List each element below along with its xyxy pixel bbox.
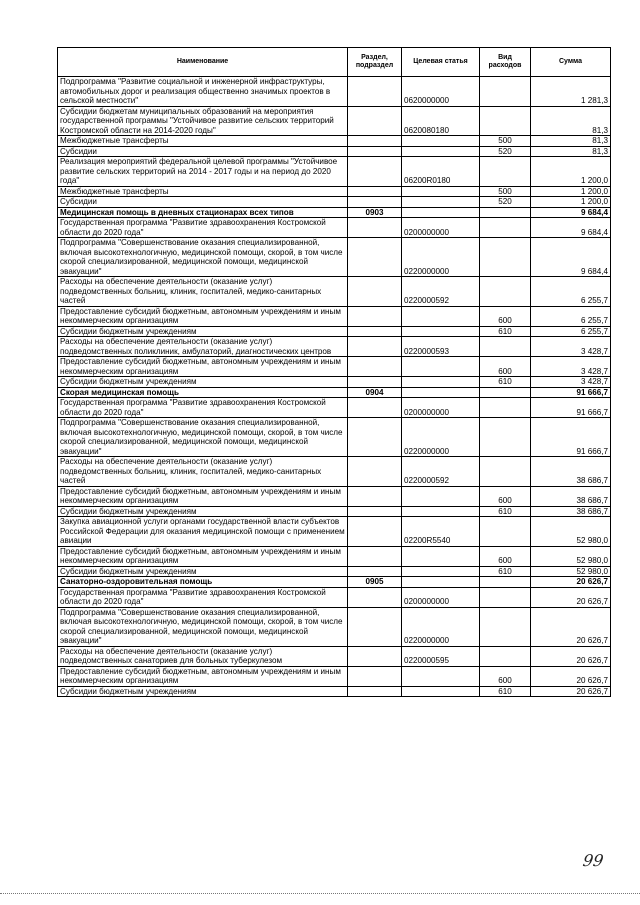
cell-vid bbox=[480, 238, 531, 277]
cell-vid bbox=[480, 607, 531, 646]
cell-vid: 520 bbox=[480, 146, 531, 157]
cell-summa: 81,3 bbox=[531, 136, 611, 147]
cell-summa: 6 255,7 bbox=[531, 277, 611, 307]
table-row bbox=[58, 306, 611, 326]
cell-razdel bbox=[348, 106, 402, 136]
cell-summa: 52 980,0 bbox=[531, 566, 611, 577]
table-row bbox=[58, 607, 611, 646]
cell-name: Субсидии bbox=[58, 197, 348, 208]
cell-name: Скорая медицинская помощь bbox=[58, 387, 348, 398]
budget-table bbox=[57, 47, 611, 697]
cell-statya bbox=[402, 506, 480, 517]
cell-summa: 52 980,0 bbox=[531, 517, 611, 547]
cell-statya: 0220000000 bbox=[402, 418, 480, 457]
cell-name: Предоставление субсидий бюджетным, автономным учреждениям и иным некоммерческим организациям bbox=[58, 546, 348, 566]
cell-summa: 3 428,7 bbox=[531, 337, 611, 357]
cell-summa: 20 626,7 bbox=[531, 646, 611, 666]
cell-razdel bbox=[348, 337, 402, 357]
cell-statya bbox=[402, 207, 480, 218]
cell-vid bbox=[480, 646, 531, 666]
cell-vid: 610 bbox=[480, 326, 531, 337]
table-row bbox=[58, 218, 611, 238]
table-row bbox=[58, 486, 611, 506]
header-name: Наименование bbox=[58, 48, 348, 77]
cell-summa: 9 684,4 bbox=[531, 238, 611, 277]
table-row bbox=[58, 566, 611, 577]
cell-name: Закупка авиационной услуги органами государственной власти субъектов Российской Федерации для оказания медицинской помощи с применением авиации bbox=[58, 517, 348, 547]
cell-razdel bbox=[348, 506, 402, 517]
cell-name: Предоставление субсидий бюджетным, автономным учреждениям и иным некоммерческим организациям bbox=[58, 486, 348, 506]
cell-razdel bbox=[348, 357, 402, 377]
cell-razdel bbox=[348, 398, 402, 418]
cell-name: Реализация мероприятий федеральной целевой программы "Устойчивое развитие сельских территорий на 2014 - 2017 годы и на период до 2020 года" bbox=[58, 157, 348, 187]
cell-statya: 02200R5540 bbox=[402, 517, 480, 547]
section-row bbox=[58, 577, 611, 588]
header-summa: Сумма bbox=[531, 48, 611, 77]
cell-razdel: 0904 bbox=[348, 387, 402, 398]
table-row bbox=[58, 337, 611, 357]
page-number: 99 bbox=[581, 851, 605, 870]
table-row bbox=[58, 197, 611, 208]
cell-statya bbox=[402, 186, 480, 197]
cell-summa: 9 684,4 bbox=[531, 218, 611, 238]
cell-statya: 0620000000 bbox=[402, 77, 480, 107]
table-row bbox=[58, 186, 611, 197]
table-row bbox=[58, 517, 611, 547]
cell-name: Государственная программа "Развитие здравоохранения Костромской области до 2020 года" bbox=[58, 587, 348, 607]
cell-vid: 600 bbox=[480, 546, 531, 566]
table-row bbox=[58, 506, 611, 517]
table-row bbox=[58, 646, 611, 666]
cell-name: Государственная программа "Развитие здравоохранения Костромской области до 2020 года" bbox=[58, 398, 348, 418]
cell-statya bbox=[402, 357, 480, 377]
cell-razdel bbox=[348, 457, 402, 487]
cell-name: Предоставление субсидий бюджетным, автономным учреждениям и иным некоммерческим организациям bbox=[58, 306, 348, 326]
cell-vid bbox=[480, 398, 531, 418]
cell-vid bbox=[480, 207, 531, 218]
cell-statya: 0620080180 bbox=[402, 106, 480, 136]
cell-vid bbox=[480, 157, 531, 187]
cell-summa: 38 686,7 bbox=[531, 457, 611, 487]
cell-statya: 0220000000 bbox=[402, 607, 480, 646]
cell-name: Предоставление субсидий бюджетным, автономным учреждениям и иным некоммерческим организациям bbox=[58, 357, 348, 377]
cell-name: Расходы на обеспечение деятельности (оказание услуг) подведомственных поликлиник, амбулаторий, диагностических центров bbox=[58, 337, 348, 357]
cell-name: Расходы на обеспечение деятельности (оказание услуг) подведомственных санаториев для больных туберкулезом bbox=[58, 646, 348, 666]
table-row bbox=[58, 357, 611, 377]
cell-name: Медицинская помощь в дневных стационарах всех типов bbox=[58, 207, 348, 218]
cell-razdel bbox=[348, 277, 402, 307]
cell-vid: 500 bbox=[480, 136, 531, 147]
cell-vid: 600 bbox=[480, 666, 531, 686]
cell-statya bbox=[402, 377, 480, 388]
table-row bbox=[58, 587, 611, 607]
cell-razdel bbox=[348, 186, 402, 197]
cell-name: Санаторно-оздоровительная помощь bbox=[58, 577, 348, 588]
cell-razdel bbox=[348, 607, 402, 646]
table-row bbox=[58, 546, 611, 566]
table-row bbox=[58, 377, 611, 388]
section-row bbox=[58, 387, 611, 398]
cell-name: Расходы на обеспечение деятельности (оказание услуг) подведомственных больниц, клиник, госпиталей, медико-санитарных частей bbox=[58, 277, 348, 307]
cell-razdel: 0905 bbox=[348, 577, 402, 588]
cell-vid: 600 bbox=[480, 357, 531, 377]
cell-name: Подпрограмма "Совершенствование оказания специализированной, включая высокотехнологичную, медицинской помощи, скорой, в том числе скорой специализированной, медицинской помощи, медицинской эвакуации" bbox=[58, 238, 348, 277]
cell-vid: 610 bbox=[480, 377, 531, 388]
cell-vid: 600 bbox=[480, 486, 531, 506]
cell-summa: 81,3 bbox=[531, 106, 611, 136]
cell-razdel bbox=[348, 587, 402, 607]
cell-summa: 91 666,7 bbox=[531, 398, 611, 418]
cell-razdel bbox=[348, 418, 402, 457]
cell-statya: 0220000592 bbox=[402, 457, 480, 487]
cell-statya bbox=[402, 387, 480, 398]
cell-name: Субсидии бюджетным учреждениям bbox=[58, 686, 348, 697]
cell-name: Субсидии бюджетным учреждениям bbox=[58, 506, 348, 517]
table-row bbox=[58, 157, 611, 187]
header-statya: Целевая статья bbox=[402, 48, 480, 77]
cell-name: Расходы на обеспечение деятельности (оказание услуг) подведомственных больниц, клиник, госпиталей, медико-санитарных частей bbox=[58, 457, 348, 487]
cell-razdel bbox=[348, 377, 402, 388]
cell-vid bbox=[480, 218, 531, 238]
cell-vid bbox=[480, 587, 531, 607]
header-razdel: Раздел, подраздел bbox=[348, 48, 402, 77]
table-row bbox=[58, 277, 611, 307]
cell-statya: 0200000000 bbox=[402, 398, 480, 418]
cell-razdel bbox=[348, 546, 402, 566]
cell-summa: 91 666,7 bbox=[531, 387, 611, 398]
table-row bbox=[58, 686, 611, 697]
cell-statya bbox=[402, 306, 480, 326]
cell-summa: 81,3 bbox=[531, 146, 611, 157]
cell-statya bbox=[402, 686, 480, 697]
cell-summa: 1 281,3 bbox=[531, 77, 611, 107]
budget-sheet bbox=[57, 47, 610, 697]
table-row bbox=[58, 666, 611, 686]
cell-razdel bbox=[348, 77, 402, 107]
table-row bbox=[58, 136, 611, 147]
cell-summa: 1 200,0 bbox=[531, 157, 611, 187]
cell-statya: 0220000000 bbox=[402, 238, 480, 277]
cell-vid: 600 bbox=[480, 306, 531, 326]
cell-vid: 610 bbox=[480, 686, 531, 697]
cell-summa: 20 626,7 bbox=[531, 666, 611, 686]
cell-vid: 500 bbox=[480, 186, 531, 197]
cell-vid: 610 bbox=[480, 566, 531, 577]
cell-razdel bbox=[348, 566, 402, 577]
cell-vid bbox=[480, 337, 531, 357]
cell-statya: 0220000592 bbox=[402, 277, 480, 307]
cell-vid bbox=[480, 106, 531, 136]
table-row bbox=[58, 326, 611, 337]
cell-vid bbox=[480, 577, 531, 588]
cell-razdel bbox=[348, 136, 402, 147]
table-row bbox=[58, 238, 611, 277]
cell-summa: 6 255,7 bbox=[531, 306, 611, 326]
cell-vid bbox=[480, 418, 531, 457]
cell-razdel bbox=[348, 238, 402, 277]
cell-summa: 20 626,7 bbox=[531, 577, 611, 588]
cell-name: Субсидии бюджетным учреждениям bbox=[58, 566, 348, 577]
cell-name: Субсидии бюджетным учреждениям bbox=[58, 326, 348, 337]
cell-summa: 3 428,7 bbox=[531, 377, 611, 388]
section-row bbox=[58, 207, 611, 218]
cell-razdel bbox=[348, 326, 402, 337]
cell-name: Подпрограмма "Совершенствование оказания специализированной, включая высокотехнологичную, медицинской помощи, скорой, в том числе скорой специализированной, медицинской помощи, медицинской эвакуации" bbox=[58, 418, 348, 457]
cell-name: Межбюджетные трансферты bbox=[58, 136, 348, 147]
cell-summa: 1 200,0 bbox=[531, 197, 611, 208]
cell-summa: 1 200,0 bbox=[531, 186, 611, 197]
cell-name: Субсидии бюджетам муниципальных образований на мероприятия государственной программы "Устойчивое развитие сельских территорий Костромской области на 2014-2020 годы" bbox=[58, 106, 348, 136]
cell-statya: 0200000000 bbox=[402, 218, 480, 238]
cell-vid bbox=[480, 387, 531, 398]
table-row bbox=[58, 146, 611, 157]
header-vid: Вид расходов bbox=[480, 48, 531, 77]
cell-razdel bbox=[348, 218, 402, 238]
cell-summa: 52 980,0 bbox=[531, 546, 611, 566]
cell-razdel bbox=[348, 306, 402, 326]
cell-vid: 610 bbox=[480, 506, 531, 517]
cell-summa: 6 255,7 bbox=[531, 326, 611, 337]
cell-razdel: 0903 bbox=[348, 207, 402, 218]
cell-statya bbox=[402, 486, 480, 506]
table-row bbox=[58, 457, 611, 487]
cell-statya: 06200R0180 bbox=[402, 157, 480, 187]
cell-vid bbox=[480, 517, 531, 547]
cell-razdel bbox=[348, 686, 402, 697]
cell-vid bbox=[480, 457, 531, 487]
cell-statya bbox=[402, 566, 480, 577]
cell-name: Межбюджетные трансферты bbox=[58, 186, 348, 197]
cell-summa: 38 686,7 bbox=[531, 506, 611, 517]
cell-summa: 3 428,7 bbox=[531, 357, 611, 377]
cell-statya: 0220000593 bbox=[402, 337, 480, 357]
table-row bbox=[58, 106, 611, 136]
cell-name: Предоставление субсидий бюджетным, автономным учреждениям и иным некоммерческим организациям bbox=[58, 666, 348, 686]
cell-statya bbox=[402, 197, 480, 208]
cell-statya bbox=[402, 136, 480, 147]
table-body bbox=[58, 77, 611, 697]
cell-razdel bbox=[348, 646, 402, 666]
cell-name: Подпрограмма "Развитие социальной и инженерной инфраструктуры, автомобильных дорог и реализация общественно значимых проектов в сельской местности" bbox=[58, 77, 348, 107]
cell-name: Субсидии бюджетным учреждениям bbox=[58, 377, 348, 388]
table-row bbox=[58, 398, 611, 418]
cell-name: Подпрограмма "Совершенствование оказания специализированной, включая высокотехнологичную, медицинской помощи, скорой, в том числе скорой специализированной, медицинской помощи, медицинской эвакуации" bbox=[58, 607, 348, 646]
cell-vid bbox=[480, 277, 531, 307]
cell-statya bbox=[402, 326, 480, 337]
cell-statya bbox=[402, 666, 480, 686]
cell-razdel bbox=[348, 517, 402, 547]
cell-vid bbox=[480, 77, 531, 107]
table-row bbox=[58, 418, 611, 457]
cell-razdel bbox=[348, 197, 402, 208]
cell-summa: 20 626,7 bbox=[531, 587, 611, 607]
cell-statya bbox=[402, 546, 480, 566]
cell-statya bbox=[402, 577, 480, 588]
cell-summa: 38 686,7 bbox=[531, 486, 611, 506]
page-divider bbox=[0, 893, 640, 894]
cell-statya bbox=[402, 146, 480, 157]
cell-summa: 20 626,7 bbox=[531, 607, 611, 646]
cell-name: Государственная программа "Развитие здравоохранения Костромской области до 2020 года" bbox=[58, 218, 348, 238]
table-row bbox=[58, 77, 611, 107]
cell-razdel bbox=[348, 157, 402, 187]
cell-razdel bbox=[348, 146, 402, 157]
cell-summa: 91 666,7 bbox=[531, 418, 611, 457]
cell-statya: 0200000000 bbox=[402, 587, 480, 607]
cell-razdel bbox=[348, 666, 402, 686]
cell-statya: 0220000595 bbox=[402, 646, 480, 666]
table-header-row bbox=[58, 48, 611, 77]
cell-vid: 520 bbox=[480, 197, 531, 208]
cell-summa: 20 626,7 bbox=[531, 686, 611, 697]
cell-name: Субсидии bbox=[58, 146, 348, 157]
cell-summa: 9 684,4 bbox=[531, 207, 611, 218]
cell-razdel bbox=[348, 486, 402, 506]
